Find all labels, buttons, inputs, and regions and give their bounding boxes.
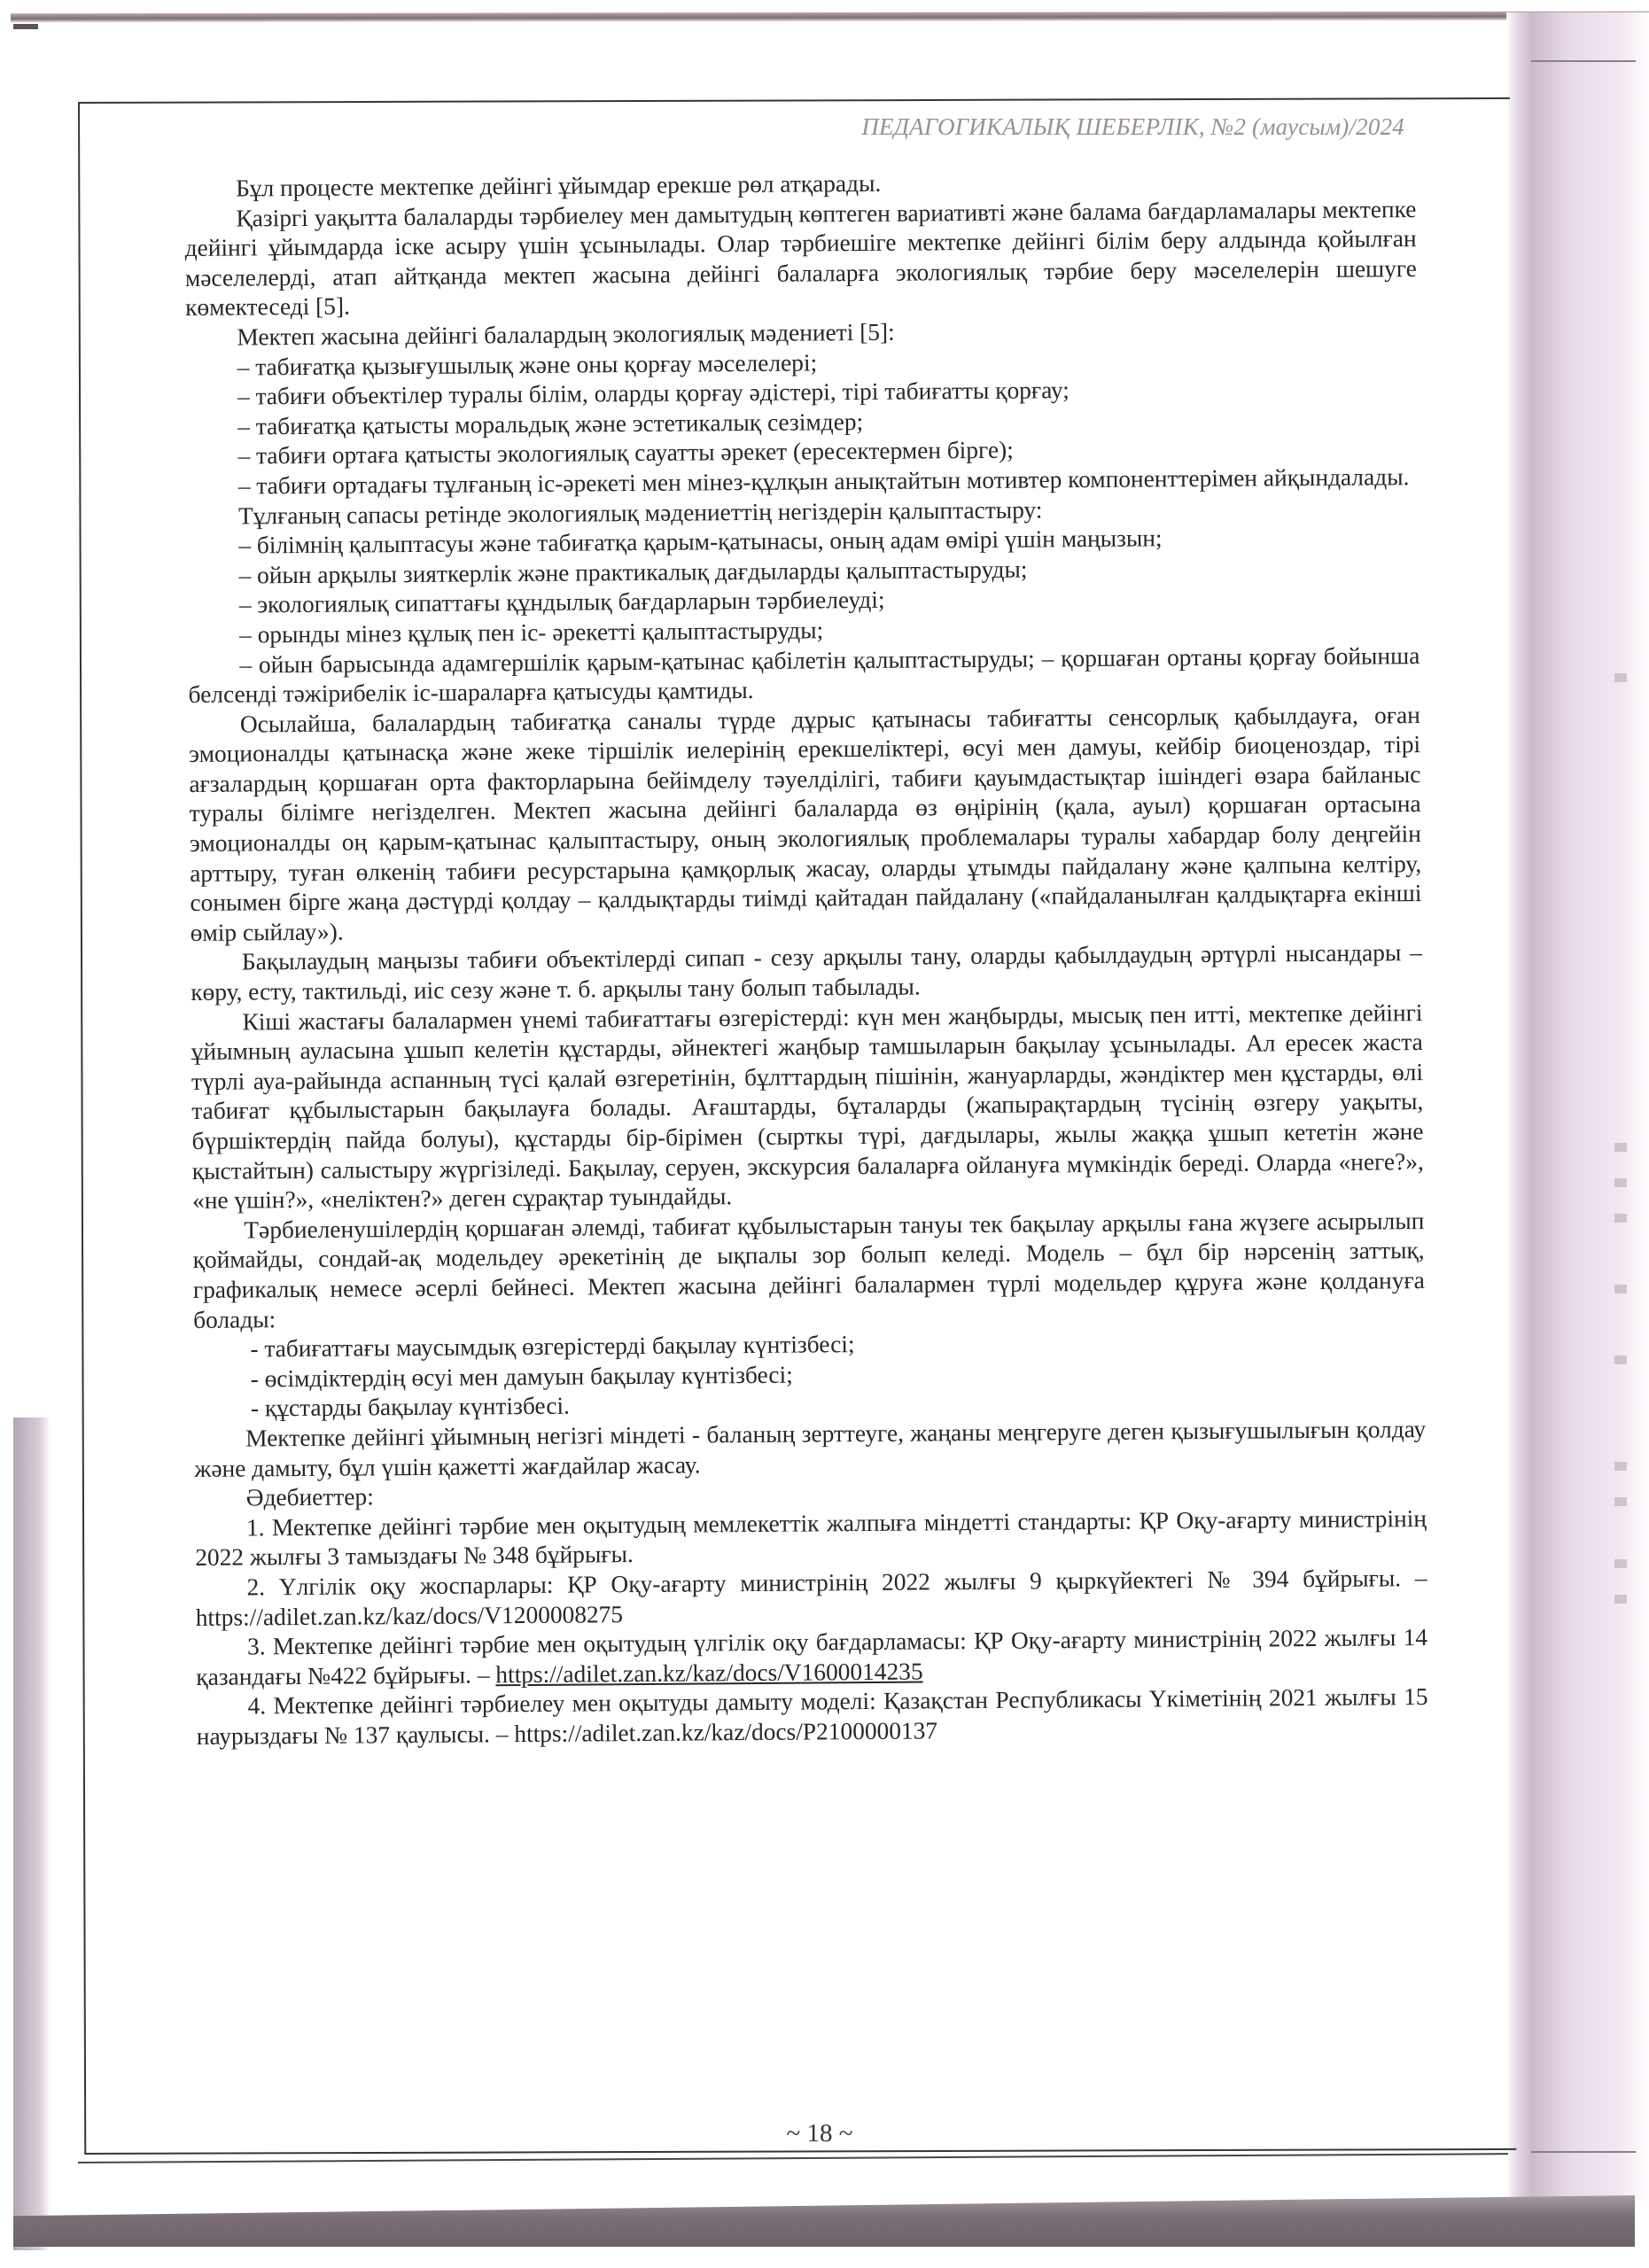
- list-item: - өсімдіктердің өсуі мен дамуын бақылау күнтізбесі;: [250, 1361, 793, 1393]
- scanner-top-shadow: [11, 12, 1649, 23]
- references-heading: Әдебиеттер:: [245, 1483, 374, 1511]
- page-gutter-shadow: [1506, 12, 1649, 2201]
- bleed-through-mark: [1614, 1214, 1627, 1223]
- reference-text: 3. Мектепке дейінгі тәрбие мен оқытудың үлгілік оқу бағдарламасы: ҚР Оқу-ағарту министрінің 2022 жылғы 14 қазандағы №422 бұйрығы. –: [196, 1624, 1428, 1690]
- list-item: – табиғи ортаға қатысты экологиялық сауатты әрекет (ересектермен бірге);: [237, 437, 1014, 470]
- scanner-top-mark: [13, 24, 38, 29]
- bleed-through-mark: [1614, 1462, 1627, 1471]
- paragraph: Бақылаудың маңызы табиғи объектілерді сипап - сезу арқылы тану, оларды қабылдаудың әртүрлі нысандары – көру, есту, тактильді, иіс сезу және т. б. арқылы тану болып табылады.: [191, 939, 1423, 1006]
- list-item: – білімнің қалыптасуы және табиғатқа қарым-қатынасы, оның адам өмірі үшін маңызын;: [238, 524, 1163, 559]
- footer-rule: [78, 2153, 1508, 2163]
- bleed-through-mark: [1614, 1497, 1627, 1506]
- list-item: – табиғатқа қатысты моральдық және эстетикалық сезімдер;: [237, 408, 864, 440]
- reference-item: [195, 1564, 1427, 1633]
- list-item: - табиғаттағы маусымдық өзгерістерді бақылау күнтізбесі;: [250, 1331, 855, 1363]
- next-page-frame-top: [1531, 60, 1636, 62]
- reference-text: 1. Мектепке дейінгі тәрбие мен оқытудың мемлекеттік жалпыға міндетті стандарты: ҚР Оқу-ағарту министрінің 2022 жылғы 3 тамыздағы № 348 бұйрығы.: [195, 1504, 1427, 1572]
- paragraph: Кіші жастағы балалармен үнемі табиғаттағы өзгерістерді: күн мен жаңбырды, мысық пен итті, мектепке дейінгі ұйымның ауласына ұшып келетін құстарды, әйнектегі жаңбыр тамшыларын бақылау ұсынылады. Ал ересек жаста түрлі ауа-райында аспанның түсі қалай өзгеретінін, бұлттардың пішінін, жануарларды, жәндіктер мен құстарды, өлі табиғат құбылыстарын бақылауға болады. Ағаштарды, бұталарды (жапырақтардың түсінің өзгеру уақыты, бүршіктердің пайда болуы), құстарды бір-бірімен (сырткы түрі, дағдылары, жылы жаққа ұшып кететін және қыстайтын) салыстыру жүргізіледі. Бақылау, серуен, экскурсия балаларға ойлануға мүмкіндік береді. Оларда «неге?», «не үшін?», «неліктен?» деген сұрақтар туындайды.: [191, 998, 1424, 1215]
- list-item: – табиғи объектілер туралы білім, оларды қорғау әдістері, тірі табиғатты қорғау;: [237, 377, 1070, 410]
- scanner-left-shadow: [13, 1418, 51, 2250]
- reference-link[interactable]: https://adilet.zan.kz/kaz/docs/V1600014235: [495, 1658, 923, 1688]
- bleed-through-mark: [1614, 673, 1627, 682]
- running-head: ПЕДАГОГИКАЛЫҚ ШЕБЕРЛІК, №2 (маусым)/2024: [861, 113, 1404, 140]
- paragraph: Қазіргі уақытта балаларды тәрбиелеу мен дамытудың көптеген вариативті және балама бағдарламалары мектепке дейінгі ұйымдарда іске асыру үшін ұсынылады. Олар тәрбиешіге мектепке дейінгі білім беру алдында қойылған мәселелерді, атап айтқанда мектеп жасына дейінгі балаларға экологиялық тәрбие беру мәселелерін шешуге көмектеседі [5].: [184, 195, 1417, 322]
- list-item: – экологиялық сипаттағы құндылық бағдарларын тәрбиелеуді;: [238, 586, 885, 618]
- next-page-frame-bottom: [1531, 2151, 1636, 2153]
- bleed-through-mark: [1614, 1285, 1627, 1293]
- paragraph: Мектепке дейінгі ұйымның негізгі міндеті - баланың зерттеуге, жаңаны меңгеруге деген қызығушылығын қолдау және дамыту, бұл үшін қажетті жағдайлар жасау.: [194, 1415, 1427, 1482]
- list-item: – ойын барысында адамгершілік қарым-қатынас қабілетін қалыптастыруды; – қоршаған ортаны қорғау бойынша белсенді тәжірибелік іс-шараларға қатысуды қамтиды.: [188, 641, 1420, 709]
- list-item: – орынды мінез құлық пен іс- әрекетті қалыптастыруды;: [238, 617, 824, 649]
- reference-item: [196, 1623, 1427, 1692]
- bleed-through-mark: [1614, 1595, 1627, 1604]
- reference-link[interactable]: https://adilet.zan.kz/kaz/docs/P2100000137: [514, 1717, 938, 1748]
- bleed-through-mark: [1614, 1143, 1627, 1152]
- paragraph: Тәрбиеленушілердің қоршаған әлемді, табиғат құбылыстарын тануы тек бақылау арқылы ғана жүзеге асырылып қоймайды, сондай-ақ модельдеу әрекетінің де ықпалы зор болып келеді. Модель – бұл бір нәрсенің заттық, графикалық немесе әсерлі бейнесі. Мектеп жасына дейінгі балалармен түрлі модельдер құруға және қолдануға болады:: [192, 1207, 1425, 1333]
- bleed-through-mark: [1614, 1178, 1627, 1187]
- list-item: – табиғатқа қызығушылық және оны қорғау мәселелері;: [237, 348, 818, 381]
- paragraph: Осылайша, балалардың табиғатқа саналы түрде дұрыс қатынасы табиғатты сенсорлық қабылдауға, оған эмоционалды қатынасқа және жеке тіршілік иелерінің ерекшеліктері, өсуі мен дамуы, кейбір биоценоздар, тірі ағзалардың қоршаған орта факторларына бейімделу тәуелділігі, табиғи қауымдастықтар ішіндегі өзара байланыс туралы білімге негізделген. Мектеп жасына дейінгі балаларда өз өңірінің (қала, ауыл) қоршаған ортасына эмоционалды оң қарым-қатынас қалыптастыру, оның экологиялық проблемалары туралы хабардар болу деңгейін арттыру, туған өлкенің табиғи ресурстарына қамқорлық жасау, оларды ұтымды пайдалану және қалпына келтіру, сонымен бірге жаңа дәстүрді қолдау – қалдықтарды тиімді қайтадан пайдалану («пайдаланылған қалдықтарға екінші өмір сыйлау»).: [189, 701, 1422, 946]
- reference-link[interactable]: https://adilet.zan.kz/kaz/docs/V1200008275: [195, 1600, 624, 1631]
- reference-text: 2. Үлгілік оқу жоспарлары: ҚР Оқу-ағарту министрінің 2022 жылғы 9 қыркүйектегі № 394 бұйрығы. –: [246, 1564, 1427, 1601]
- list-item: – табиғи ортадағы тұлғаның іс-әрекеті мен мінез-құлқын анықтайтын мотивтер компоненттерімен айқындалады.: [237, 463, 1410, 500]
- article-body: [184, 165, 1428, 1751]
- scanner-bottom-shadow: [13, 2195, 1635, 2247]
- list-item: – ойын арқылы зияткерлік және практикалық дағдыларды қалыптастыруды;: [238, 555, 1028, 589]
- list-item: - құстарды бақылау күнтізбесі.: [250, 1392, 571, 1422]
- paragraph: Бұл процесте мектепке дейінгі ұйымдар ерекше рөл атқарады.: [236, 169, 882, 202]
- paragraph: Мектеп жасына дейінгі балалардың экологиялық мәдениеті [5]:: [237, 318, 895, 351]
- bleed-through-mark: [1614, 1355, 1627, 1364]
- reference-text: 4. Мектепке дейінгі тәрбиелеу мен оқытуды дамыту моделі: Қазақстан Республикасы Үкіметінің 2021 жылғы 15 наурыздағы № 137 қаулысы. –: [196, 1683, 1428, 1750]
- paragraph: Тұлғаның сапасы ретінде экологиялық мәдениеттің негіздерін қалыптастыру:: [237, 495, 1043, 530]
- reference-item: [195, 1504, 1427, 1573]
- reference-item: [196, 1682, 1427, 1751]
- page-number: ~ 18 ~: [786, 2119, 853, 2148]
- bleed-through-mark: [1614, 1559, 1627, 1568]
